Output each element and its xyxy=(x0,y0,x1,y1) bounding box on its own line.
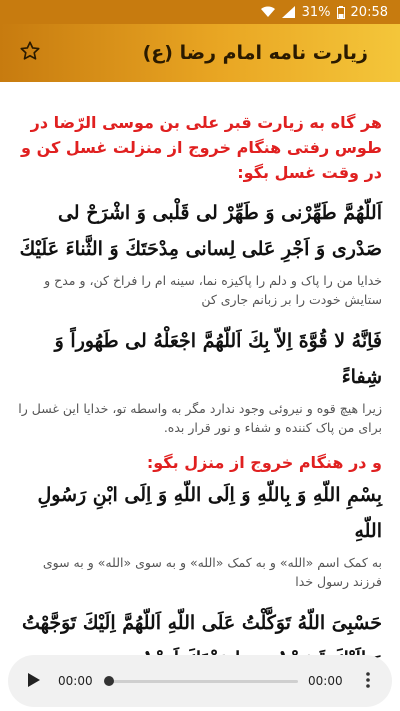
page-title: زیارت نامه امام رضا (ع) xyxy=(142,42,368,64)
clock: 20:58 xyxy=(350,4,388,20)
battery-icon xyxy=(337,6,345,19)
signal-icon xyxy=(282,6,296,18)
verse-translation: به کمک اسم «الله» و به کمک «الله» و به سوی «الله» و به سوی فرزند رسول خدا xyxy=(42,555,382,589)
star-outline-icon xyxy=(19,40,41,66)
play-button[interactable] xyxy=(22,669,46,693)
more-options-button[interactable] xyxy=(358,672,378,691)
verse-translation: زیرا هیچ قوه و نیروئی وجود ندارد مگر به واسطه تو، خدایا این غسل را برای من پاک کننده و شفاء و نور قرار بده. xyxy=(18,401,382,435)
more-vert-icon xyxy=(366,672,370,691)
prayer-content[interactable] xyxy=(0,82,400,642)
arabic-verse: فَاِنَّهُ لا قُوَّةَ اِلاّ بِكَ اَللّهُمَّ اجْعَلْهُ لى طَهُوراً وَ شِفاءً xyxy=(54,330,382,388)
play-icon xyxy=(27,672,41,691)
section-heading: و در هنگام خروج از منزل بگو: xyxy=(146,453,382,472)
current-time: 00:00 xyxy=(58,674,93,688)
arabic-verse: اَللّهُمَّ طَهِّرْنى وَ طَهِّرْ لى قَلْبى وَ اشْرَحْ لى صَدْرى وَ اَجْرِ عَلى لِسانى مِدْحَتَكَ وَ الثَّناءَ عَلَيْكَ xyxy=(19,202,382,260)
seek-handle[interactable] xyxy=(104,676,114,686)
verse-translation: خدایا من را پاک و دلم را پاکیزه نما، سینه ام را فراخ کن، و مدح و ستایش خودت را بر زبانم جاری کن xyxy=(44,273,382,307)
arabic-verse: بِسْمِ اللّهِ وَ بِاللّهِ وَ اِلَى اللّهِ وَ اِلَى ابْنِ رَسُولِ اللّهِ xyxy=(37,484,382,542)
total-time: 00:00 xyxy=(308,674,343,688)
battery-percent: 31% xyxy=(301,4,331,20)
wifi-icon xyxy=(260,6,276,18)
audio-player xyxy=(8,655,392,707)
status-bar xyxy=(0,0,400,24)
seek-bar[interactable] xyxy=(108,680,298,683)
favorite-button[interactable] xyxy=(14,37,46,69)
arabic-verse: حَسْبِىَ اللّهُ تَوَكَّلْتُ عَلَى اللّهِ اَللّهُمَّ اِلَيْكَ تَوَجَّهْتُ xyxy=(21,612,382,634)
app-bar xyxy=(0,24,400,82)
intro-instruction: هر گاه به زيارت قبر على بن موسى الرّضا در طوس رفتى هنگام خروج از منزلت غسل كن و در وقت غسل بگو: xyxy=(21,113,382,182)
